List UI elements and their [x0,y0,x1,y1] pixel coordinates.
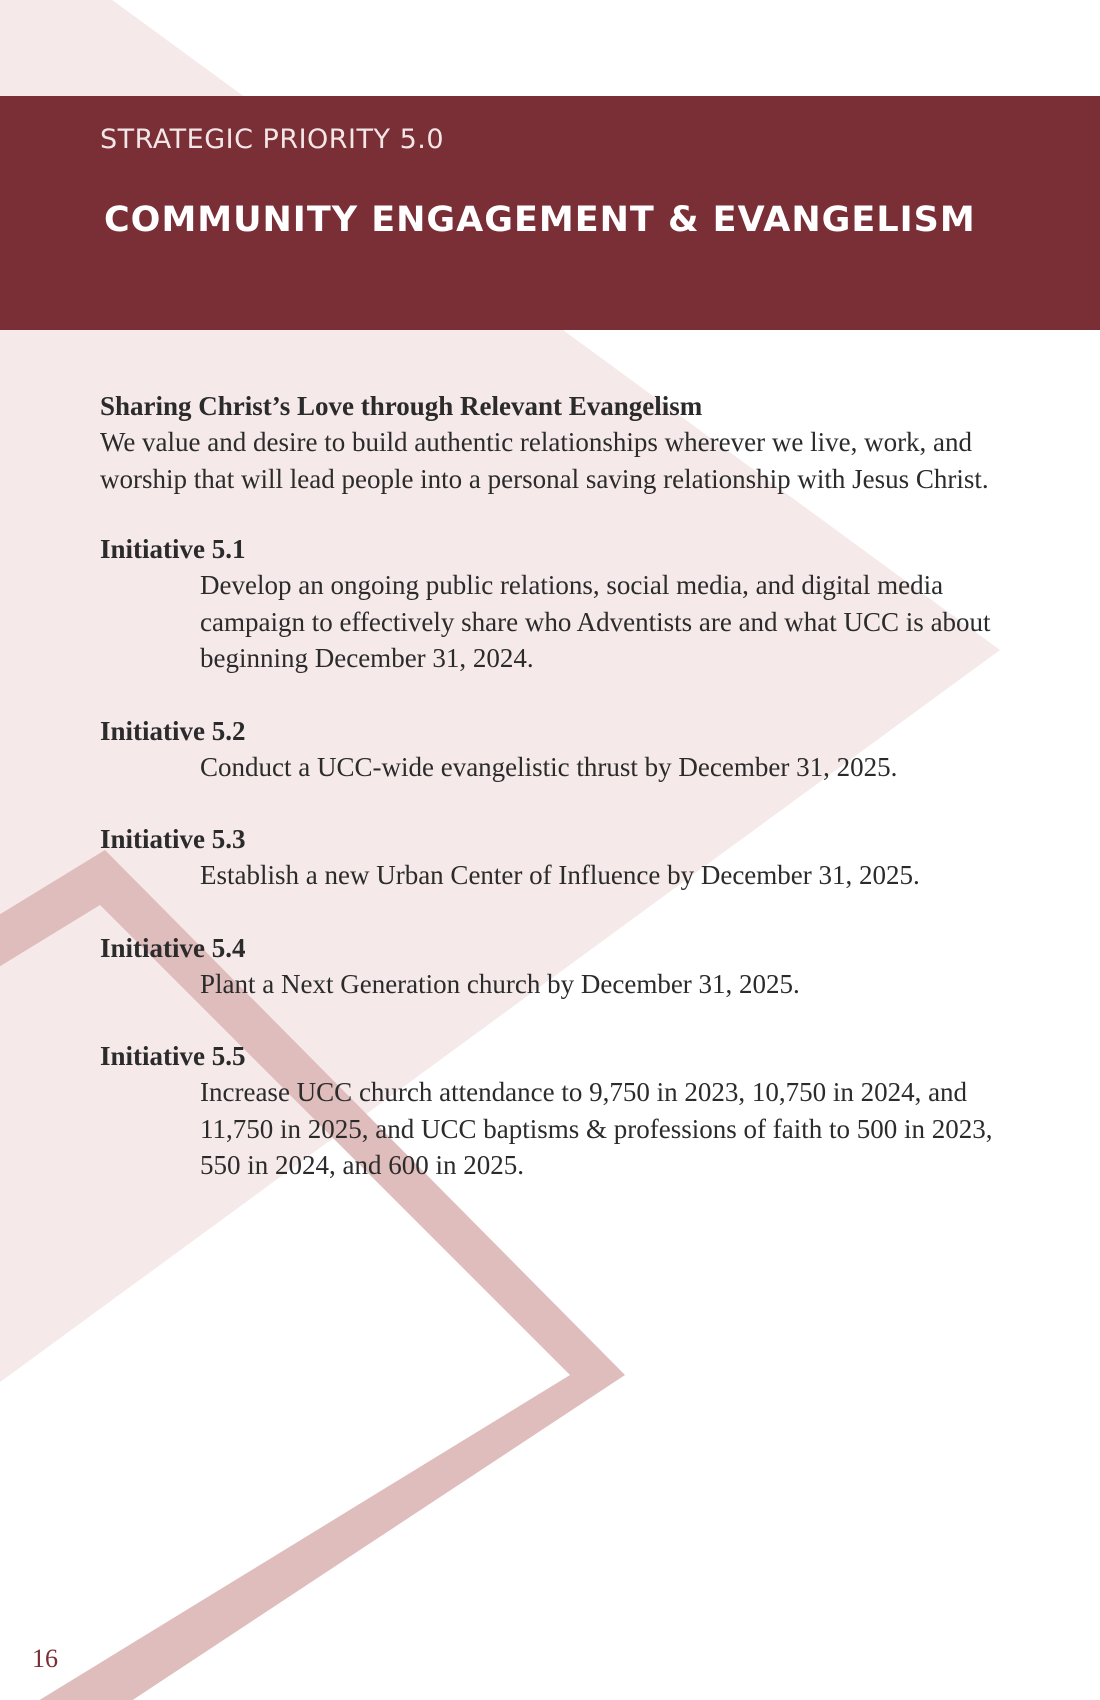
initiative-text: Conduct a UCC-wide evangelistic thrust by December 31, 2025. [200,751,898,782]
page-number: 16 [32,1644,58,1673]
initiative-text: Develop an ongoing public relations, social media, and digital media campaign to effectively share who Adventists are and what UCC is about beginning December 31, 2024. [200,570,991,673]
strategic-priority-label: STRATEGIC PRIORITY 5.0 [100,124,445,155]
initiative-item [100,930,1000,1003]
initiative-label: Initiative 5.5 [100,1041,246,1071]
initiative-item [100,531,1000,677]
page-title: COMMUNITY ENGAGEMENT & EVANGELISM [104,200,976,240]
initiative-text: Establish a new Urban Center of Influence by December 31, 2025. [200,860,920,890]
initiative-text: Increase UCC church attendance to 9,750 in 2023, 10,750 in 2024, and 11,750 in 2025, and UCC baptisms & professions of faith to 500 in 2023, 550 in 2024, and 600 in 2025. [200,1077,993,1180]
initiative-label: Initiative 5.4 [100,932,246,963]
intro-heading: Sharing Christ’s Love through Relevant Evangelism [100,391,703,421]
initiative-label: Initiative 5.2 [100,715,246,746]
initiative-item [100,1038,1000,1184]
main-content [100,388,1000,1220]
initiative-item [100,821,1000,894]
intro-section [100,388,1000,497]
initiative-text: Plant a Next Generation church by December 31, 2025. [200,968,800,999]
initiatives-list [100,531,1000,1184]
intro-body: We value and desire to build authentic relationships wherever we live, work, and worship that will lead people into a personal saving relationship with Jesus Christ. [100,427,989,494]
initiative-label: Initiative 5.1 [100,534,246,564]
initiative-label: Initiative 5.3 [100,824,246,854]
initiative-item [100,713,1000,786]
